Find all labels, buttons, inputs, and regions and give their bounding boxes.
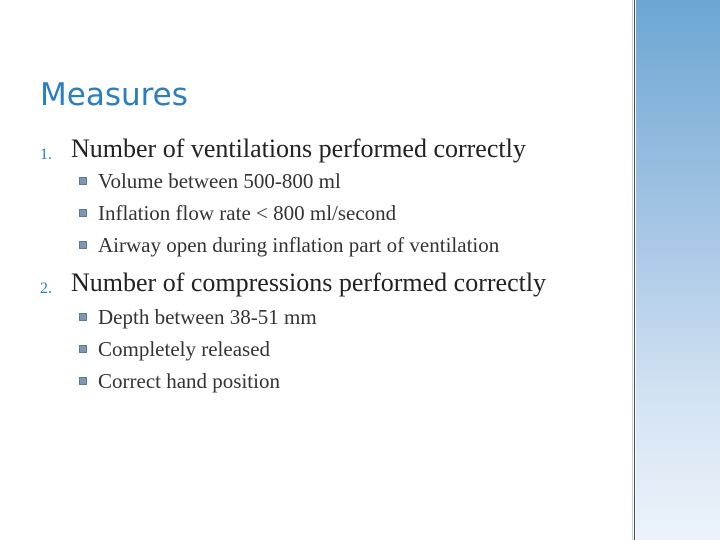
sub-item-text: Airway open during inflation part of ventilation <box>98 233 500 257</box>
list-item-text: Number of compressions performed correctly <box>71 268 547 297</box>
sub-item-text: Correct hand position <box>98 369 280 393</box>
slide-title: Measures <box>40 77 188 113</box>
square-bullet-icon <box>79 377 87 385</box>
list-item-text: Number of ventilations performed correctly <box>71 134 526 163</box>
side-panel-divider-light <box>632 0 633 540</box>
list-number: 2. <box>40 280 52 297</box>
square-bullet-icon <box>79 345 87 353</box>
sub-item-text: Inflation flow rate < 800 ml/second <box>98 201 397 225</box>
side-panel-decoration <box>636 0 720 540</box>
square-bullet-icon <box>79 177 87 185</box>
square-bullet-icon <box>79 241 87 249</box>
list-number: 1. <box>40 146 52 163</box>
sub-item-text: Completely released <box>98 337 271 361</box>
square-bullet-icon <box>79 313 87 321</box>
square-bullet-icon <box>79 209 87 217</box>
sub-item-text: Volume between 500-800 ml <box>98 169 341 193</box>
sub-item-text: Depth between 38-51 mm <box>98 305 317 329</box>
side-panel-divider <box>634 0 635 540</box>
